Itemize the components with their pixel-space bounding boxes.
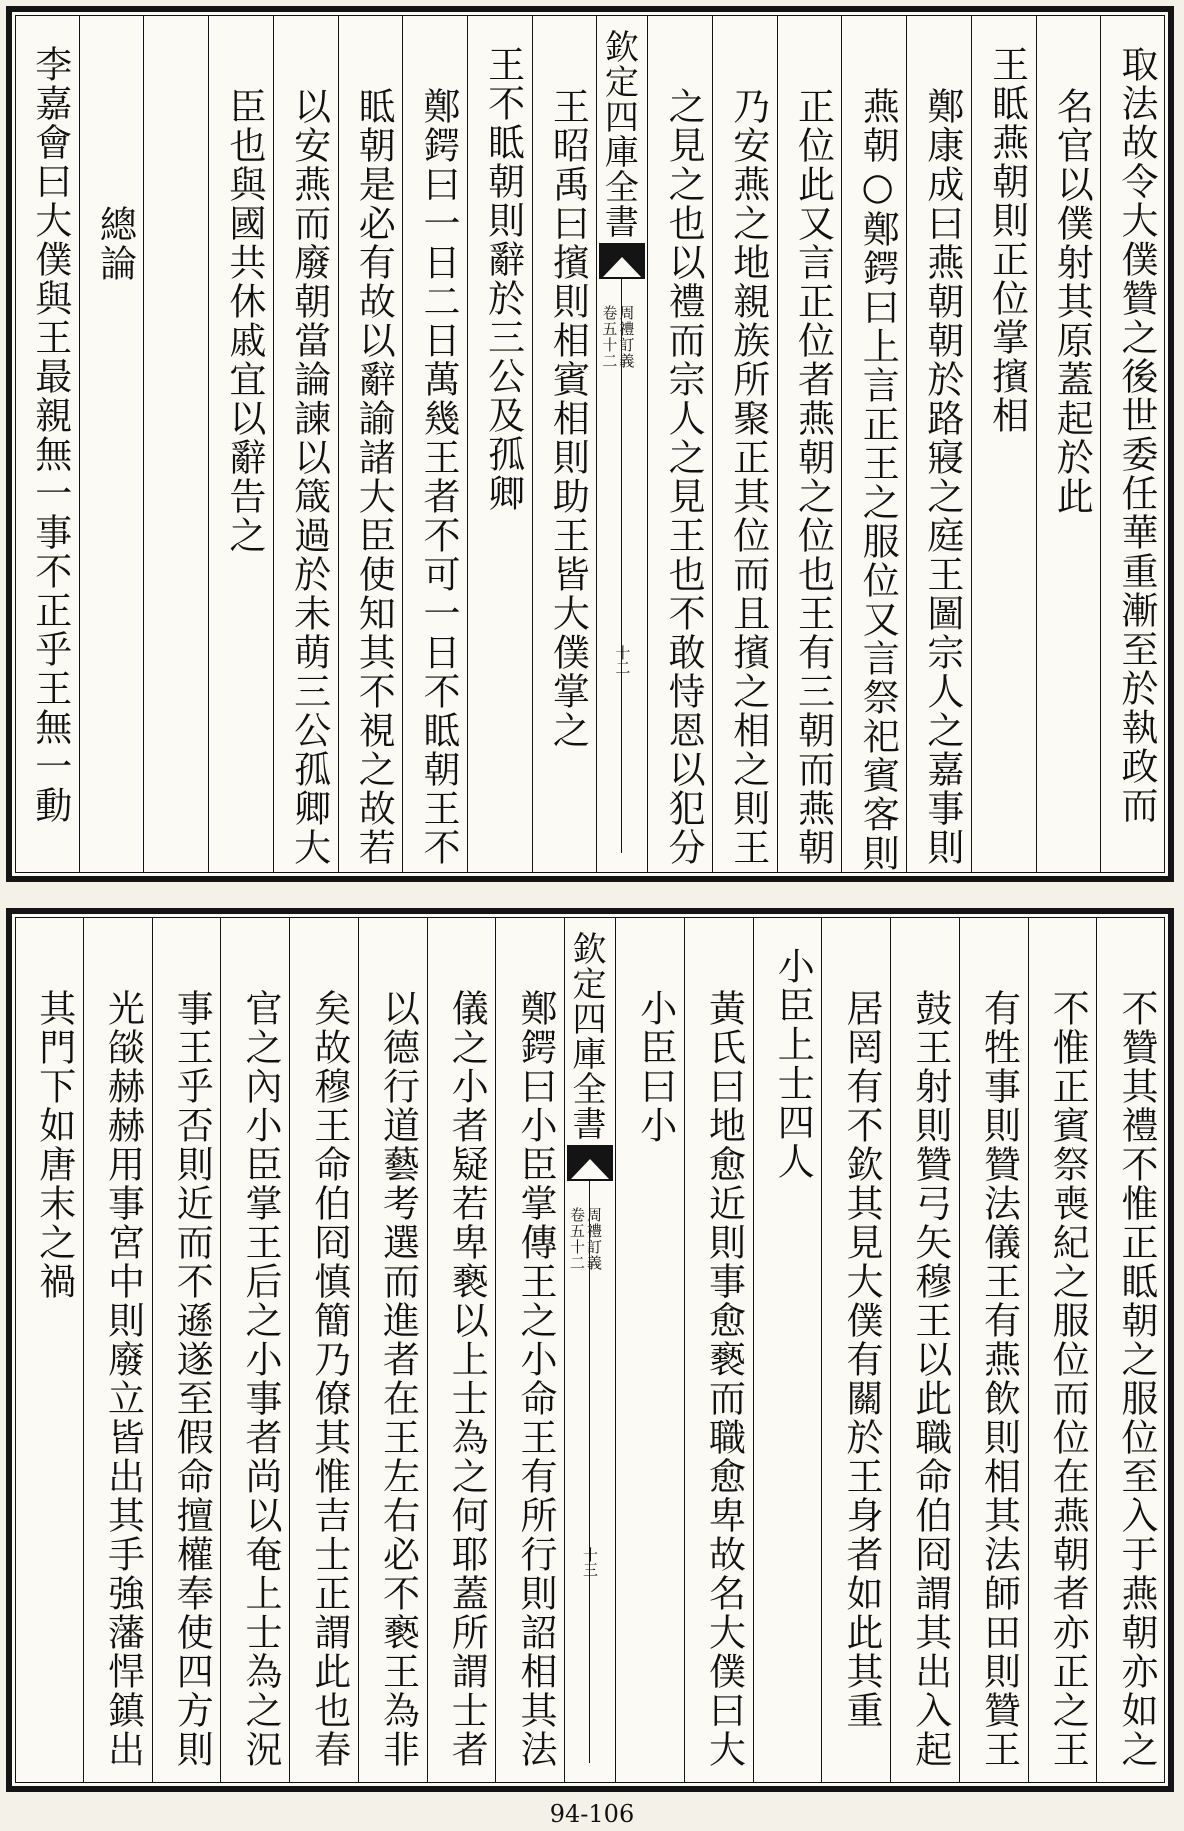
page-bottom (6, 908, 1174, 1792)
book-title: 欽定四庫全書 (598, 29, 639, 239)
work-meta (600, 305, 636, 369)
text-column: 有牲事則贊法儀王有燕飲則相其法師田則贊王 (959, 917, 1028, 1783)
juan-number: 卷五十二 (568, 1207, 586, 1271)
text-column: 鼓王射則贊弓矢穆王以此職命伯冏謂其出入起 (890, 917, 959, 1783)
text-column: 小臣曰小 (615, 917, 684, 1783)
work-meta (569, 1207, 601, 1271)
text-column: 正位此又言正位者燕朝之位也王有三朝而燕朝 (777, 15, 842, 873)
text-column: 不贊其禮不惟正眡朝之服位至入于燕朝亦如之 (1096, 917, 1165, 1783)
page-top (6, 6, 1174, 882)
text-column: 事王乎否則近而不遜遂至假命擅權奉使四方則 (152, 917, 221, 1783)
text-column: 取法故令大僕贊之後世委任華重漸至於執政而 (1100, 15, 1165, 873)
text-column: 鄭鍔曰一日二日萬幾王者不可一日不眡朝王不 (402, 15, 467, 873)
text-column: 居罔有不欽其見大僕有關於王身者如此其重 (821, 917, 890, 1783)
fishtail-mark (567, 1145, 613, 1181)
text-column: 其門下如唐末之禍 (32, 989, 76, 1301)
text-column: 眡朝是必有故以辭諭諸大臣使知其不視之故若 (338, 15, 403, 873)
section-heading: 總論 (79, 15, 144, 873)
work-title: 周禮訂義 (617, 305, 636, 369)
text-column: 儀之小者疑若卑褻以上士為之何耶蓋所謂士者 (427, 917, 496, 1783)
text-column: 乃安燕之地親族所聚正其位而且擯之相之則王 (712, 15, 777, 873)
text-column-heading: 王不眡朝則辭於三公及孤卿 (467, 15, 532, 873)
text-column: 以安燕而廢朝當論諫以箴過於未萌三公孤卿大 (273, 15, 338, 873)
text-column: 李嘉會曰大僕與王最親無一事不正乎王無一動 (28, 45, 72, 825)
text-column: 光燄赫赫用事宮中則廢立皆出其手強藩悍鎮出 (83, 917, 152, 1783)
text-column: 以德行道藝考選而進者在王左右必不褻王為非 (358, 917, 427, 1783)
text-column-heading: 小臣上士四人 (753, 917, 822, 1783)
text-column: 燕朝○鄭鍔曰上言正王之服位又言祭祀賓客則 (841, 15, 906, 873)
blank-column (143, 15, 208, 873)
text-column: 臣也與國共休戚宜以辭告之 (208, 15, 273, 873)
text-column: 矣故穆王命伯冏慎簡乃僚其惟吉士正謂此也春 (289, 917, 358, 1783)
fishtail-mark (599, 243, 645, 279)
text-column: 官之內小臣掌王后之小事者尚以奄上士為之況 (220, 917, 289, 1783)
folio-number: 十三 (581, 1547, 599, 1577)
text-column: 黃氏曰地愈近則事愈褻而職愈卑故名大僕曰大 (684, 917, 753, 1783)
text-column: 之見之也以禮而宗人之見王也不敢恃恩以犯分 (647, 15, 712, 873)
text-column-heading: 王眡燕朝則正位掌擯相 (971, 15, 1036, 873)
text-column: 名官以僕射其原蓋起於此 (1036, 15, 1101, 873)
center-fold (596, 15, 647, 873)
folio-number: 十二 (613, 645, 632, 675)
text-column: 鄭鍔曰小臣掌傳王之小命王有所行則詔相其法 (495, 917, 564, 1783)
text-column: 不惟正賓祭喪紀之服位而位在燕朝者亦正之王 (1028, 917, 1097, 1783)
page-footer-number: 94-106 (549, 1800, 635, 1828)
center-fold (564, 917, 615, 1783)
book-title: 欽定四庫全書 (566, 931, 606, 1141)
work-title: 周禮訂義 (585, 1207, 603, 1271)
text-column: 王昭禹曰擯則相賓相則助王皆大僕掌之 (532, 15, 597, 873)
text-column: 鄭康成曰燕朝朝於路寢之庭王圖宗人之嘉事則 (906, 15, 971, 873)
juan-number: 卷五十二 (600, 305, 619, 369)
